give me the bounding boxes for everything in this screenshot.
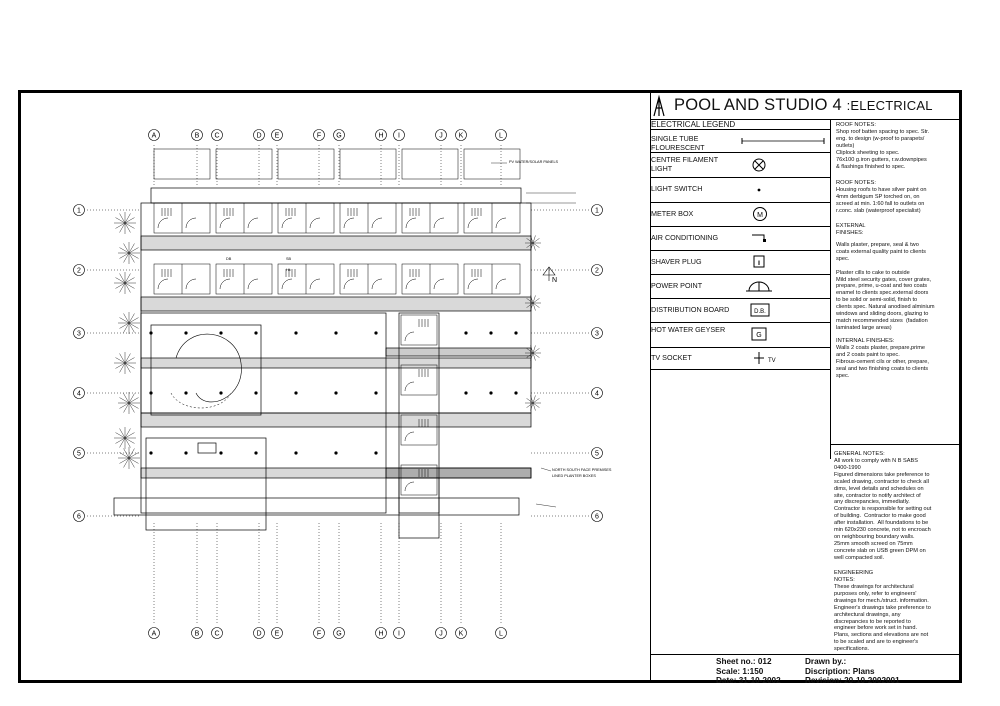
light-fixture-icon xyxy=(219,331,222,334)
light-fixture-icon xyxy=(374,451,377,454)
canopy-panel xyxy=(154,149,210,179)
canopy-panel xyxy=(216,149,272,179)
legend-row xyxy=(650,322,830,348)
light-fixture-icon xyxy=(254,391,257,394)
grid-row-bubble xyxy=(74,328,85,339)
grid-column-bubble xyxy=(376,628,387,639)
svg-text:5: 5 xyxy=(77,450,81,458)
drawing-scale: Scale: 1:150 xyxy=(716,667,764,676)
title-main: POOL AND STUDIO 4 xyxy=(674,96,842,114)
svg-text:6: 6 xyxy=(595,513,599,521)
svg-text:G: G xyxy=(336,132,342,140)
grid-row-bubble xyxy=(74,511,85,522)
internal-finishes-heading: INTERNAL FINISHES: xyxy=(836,338,895,344)
callout-hk: Hk xyxy=(286,268,291,272)
tree-icon xyxy=(114,427,136,449)
svg-text:D.B.: D.B. xyxy=(754,309,766,315)
svg-text:I: I xyxy=(398,132,400,140)
grid-column-bubble xyxy=(272,130,283,141)
svg-text:K: K xyxy=(458,132,464,140)
light-fixture-icon xyxy=(514,391,517,394)
db-box-icon xyxy=(738,298,828,322)
drawn-by: Drawn by.: xyxy=(805,657,847,666)
callout-planter: LINED PLANTER BOXES xyxy=(552,474,596,478)
apartment-unit xyxy=(402,264,458,294)
svg-text:3: 3 xyxy=(77,330,81,338)
svg-text:J: J xyxy=(439,132,443,140)
grid-row-bubble xyxy=(74,448,85,459)
sheet-number: Sheet no.: 012 xyxy=(716,657,772,666)
light-fixture-icon xyxy=(514,331,517,334)
tree-icon xyxy=(118,242,140,264)
apartment-unit xyxy=(402,203,458,233)
svg-text:G: G xyxy=(336,630,342,638)
svg-text:E: E xyxy=(274,630,280,638)
general-notes-heading: GENERAL NOTES: xyxy=(834,451,885,457)
geyser-icon xyxy=(738,322,828,347)
grid-column-bubble xyxy=(456,628,467,639)
legend-row xyxy=(650,274,830,299)
filament-light-icon xyxy=(738,152,828,177)
svg-text:C: C xyxy=(214,132,220,140)
svg-text:A: A xyxy=(151,630,157,638)
light-fixture-icon xyxy=(184,451,187,454)
legend-row xyxy=(650,177,830,203)
grid-column-bubble xyxy=(376,130,387,141)
studio-unit xyxy=(401,365,437,395)
tree-icon xyxy=(114,212,136,234)
canopy-panel xyxy=(340,149,396,179)
apartment-unit xyxy=(340,203,396,233)
legend-row xyxy=(650,250,830,275)
light-fixture-icon xyxy=(464,331,467,334)
apartment-unit xyxy=(278,203,334,233)
grid-column-bubble xyxy=(436,628,447,639)
tree-icon xyxy=(118,312,140,334)
grid-column-bubble xyxy=(334,130,345,141)
svg-text:TV: TV xyxy=(768,358,776,364)
title-block xyxy=(650,92,961,685)
callout-db: DB xyxy=(226,257,232,261)
studio-unit xyxy=(401,315,437,345)
callout-sb: SB xyxy=(286,257,292,261)
svg-text:5: 5 xyxy=(595,450,599,458)
svg-text:ll: ll xyxy=(757,261,761,267)
light-fixture-icon xyxy=(464,391,467,394)
external-finishes-heading: EXTERNAL FINISHES: xyxy=(836,223,866,236)
grid-row-bubble xyxy=(592,205,603,216)
legend-label: SINGLE TUBE FLOURESCENT xyxy=(651,134,705,152)
grid-column-bubble xyxy=(212,628,223,639)
apartment-unit xyxy=(216,264,272,294)
canopy-panel xyxy=(464,149,520,179)
tree-icon xyxy=(114,352,136,374)
light-fixture-icon xyxy=(334,451,337,454)
legend-label: TV SOCKET xyxy=(651,353,692,362)
shaver-plug-icon xyxy=(738,250,828,274)
grid-column-bubble xyxy=(456,130,467,141)
light-fixture-icon xyxy=(294,331,297,334)
legend-label: DISTRIBUTION BOARD xyxy=(651,305,730,314)
grid-row-bubble xyxy=(74,265,85,276)
grid-row-bubble xyxy=(592,448,603,459)
roof-notes-body: Shop roof batten spacing to spec. Str. eng. to design (w-proof to parapets/ outlets) Cliplock sheeting to spec. 76x100 g.iron gutters, r.w.downpipes & flashings finished to spec. xyxy=(836,129,930,170)
legend-label: HOT WATER GEYSER xyxy=(651,325,726,334)
legend-label: CENTRE FILAMENT LIGHT xyxy=(651,155,718,173)
apartment-unit xyxy=(154,203,210,233)
internal-finishes-body: Walls 2 coats plaster, prepare,prime and 2 coats paint to spec. Fibrous-cement cils or other, prepare, seal and two finishing coats to clients spec. xyxy=(836,345,929,379)
meter-box-icon xyxy=(738,202,828,226)
svg-text:2: 2 xyxy=(77,267,81,275)
svg-text:K: K xyxy=(458,630,464,638)
legend-label: POWER POINT xyxy=(651,281,703,290)
canopy-panel xyxy=(278,149,334,179)
svg-text:M: M xyxy=(757,212,763,219)
aircon-icon xyxy=(738,226,828,250)
tree-icon xyxy=(118,447,140,469)
legend-label: SHAVER PLUG xyxy=(651,257,702,266)
legend-label: AIR CONDITIONING xyxy=(651,233,719,242)
light-fixture-icon xyxy=(489,331,492,334)
grid-row-bubble xyxy=(74,205,85,216)
grid-column-bubble xyxy=(314,130,325,141)
svg-text:L: L xyxy=(499,132,503,140)
grid-column-bubble xyxy=(254,628,265,639)
svg-text:1: 1 xyxy=(77,207,81,215)
drawing-revision: Revision: 20-10-2002001 xyxy=(805,676,900,685)
roof-notes-body-2: Housing roofs to have silver paint on 4mm derbigum SP torched on, on screed at min. 1:60 fall to outlets on r.conc. slab (waterproof specialist) xyxy=(836,187,927,214)
svg-text:B: B xyxy=(194,630,200,638)
legend-row xyxy=(650,130,830,153)
svg-text:D: D xyxy=(256,630,262,638)
light-fixture-icon xyxy=(219,451,222,454)
light-fixture-icon xyxy=(149,331,152,334)
grid-column-bubble xyxy=(149,628,160,639)
legend-row xyxy=(650,298,830,323)
light-fixture-icon xyxy=(149,391,152,394)
grid-column-bubble xyxy=(394,130,405,141)
grid-row-bubble xyxy=(592,265,603,276)
light-fixture-icon xyxy=(184,331,187,334)
apartment-unit xyxy=(340,264,396,294)
grid-column-bubble xyxy=(254,130,265,141)
svg-text:L: L xyxy=(499,630,503,638)
grid-column-bubble xyxy=(272,628,283,639)
legend-label: METER BOX xyxy=(651,209,694,218)
svg-text:6: 6 xyxy=(77,513,81,521)
svg-text:3: 3 xyxy=(595,330,599,338)
floor-plan-drawing xyxy=(21,93,649,681)
legend-row xyxy=(650,226,830,251)
light-fixture-icon xyxy=(184,391,187,394)
grid-row-bubble xyxy=(592,388,603,399)
apartment-unit xyxy=(464,203,520,233)
legend-row xyxy=(650,202,830,227)
callout-solar: PV WATER/SOLAR PANELS xyxy=(509,160,559,164)
legend-row xyxy=(650,152,830,178)
light-fixture-icon xyxy=(254,451,257,454)
light-fixture-icon xyxy=(294,391,297,394)
canopy-panel xyxy=(402,149,458,179)
svg-text:I: I xyxy=(398,630,400,638)
svg-text:4: 4 xyxy=(77,390,81,398)
apartment-unit xyxy=(154,264,210,294)
roof-notes-heading-2: ROOF NOTES: xyxy=(836,180,876,186)
tree-icon xyxy=(118,392,140,414)
svg-text:H: H xyxy=(378,132,384,140)
apartment-unit xyxy=(464,264,520,294)
grid-column-bubble xyxy=(192,628,203,639)
grid-column-bubble xyxy=(496,628,507,639)
svg-text:E: E xyxy=(274,132,280,140)
legend-label: LIGHT SWITCH xyxy=(651,184,703,193)
light-fixture-icon xyxy=(489,391,492,394)
light-fixture-icon xyxy=(219,391,222,394)
tree-icon xyxy=(525,395,541,410)
drawing-title xyxy=(650,92,961,120)
svg-text:B: B xyxy=(194,132,200,140)
title-sub: :ELECTRICAL xyxy=(846,98,933,113)
svg-text:C: C xyxy=(214,630,220,638)
svg-text:4: 4 xyxy=(595,390,599,398)
svg-text:F: F xyxy=(316,132,322,140)
legend-row xyxy=(650,347,830,370)
grid-column-bubble xyxy=(394,628,405,639)
callout-premises: NORTH SOUTH FACE PREMISES xyxy=(552,468,612,472)
tube-symbol-icon xyxy=(738,130,828,152)
grid-column-bubble xyxy=(436,130,447,141)
grid-column-bubble xyxy=(192,130,203,141)
roof-notes-heading: ROOF NOTES: xyxy=(836,122,876,128)
svg-text:H: H xyxy=(378,630,384,638)
power-point-icon xyxy=(738,274,828,298)
apartment-unit xyxy=(216,203,272,233)
svg-text:F: F xyxy=(316,630,322,638)
architect-logo-icon xyxy=(652,95,666,117)
grid-column-bubble xyxy=(149,130,160,141)
grid-row-bubble xyxy=(592,328,603,339)
switch-dot-icon xyxy=(738,177,828,202)
svg-text:1: 1 xyxy=(595,207,599,215)
grid-column-bubble xyxy=(496,130,507,141)
tree-icon xyxy=(114,272,136,294)
grid-column-bubble xyxy=(314,628,325,639)
engineering-notes-body: These drawings for architectural purposes only, refer to engineers' drawings for mech./struct. information. Engineer's drawings take preference to architectural drawings, any discrepancies to be reported to engineer before work set in hand. Plans, sections and elevations are not to be scaled and are to engineer's specifications. xyxy=(834,584,931,653)
svg-text:J: J xyxy=(439,630,443,638)
light-fixture-icon xyxy=(334,391,337,394)
external-finishes-body: Walls plaster, prepare, seal & two coats external quality paint to clients spec. Plaster cills to cake to outside Mild steel security gates, cover grates, prepare, prime, u-coat and two coats enamel to clients spec.external doors to be solid or semi-solid, finish to clients spec. Natural anodised alminium windows and sliding doors, glazing to match recommended sizes (fadation laminated large areas) xyxy=(836,242,935,331)
light-fixture-icon xyxy=(149,451,152,454)
svg-text:D: D xyxy=(256,132,262,140)
grid-column-bubble xyxy=(334,628,345,639)
light-fixture-icon xyxy=(334,331,337,334)
grid-row-bubble xyxy=(74,388,85,399)
north-label: N xyxy=(552,277,558,284)
svg-text:G: G xyxy=(756,332,762,339)
tv-socket-icon xyxy=(738,347,828,369)
drawing-description: Discription: Plans xyxy=(805,667,875,676)
svg-text:2: 2 xyxy=(595,267,599,275)
drawing-date: Date: 31-10-2002 xyxy=(716,676,781,685)
general-notes-body: All work to comply with N B SABS 0400-1990 Figured dimensions take preference to scaled drawing, contractor to check all dims, level details and schedules on site, contractor to notify architect of any discrepancies, immediatly. Contractor is responsible for setting out of building. Contractor to make good after installation. All foundations to be min 620x230 concrete, not to encroach on neighbouring boundary walls. 25mm smooth screed on 75mm concrete slab on USB green DPM on well compacted soil. xyxy=(834,458,932,561)
grid-row-bubble xyxy=(592,511,603,522)
svg-text:A: A xyxy=(151,132,157,140)
legend-heading: ELECTRICAL LEGEND xyxy=(651,120,736,129)
light-fixture-icon xyxy=(294,451,297,454)
light-fixture-icon xyxy=(374,391,377,394)
light-fixture-icon xyxy=(374,331,377,334)
light-fixture-icon xyxy=(254,331,257,334)
engineering-notes-heading: ENGINEERING NOTES: xyxy=(834,570,874,583)
grid-column-bubble xyxy=(212,130,223,141)
